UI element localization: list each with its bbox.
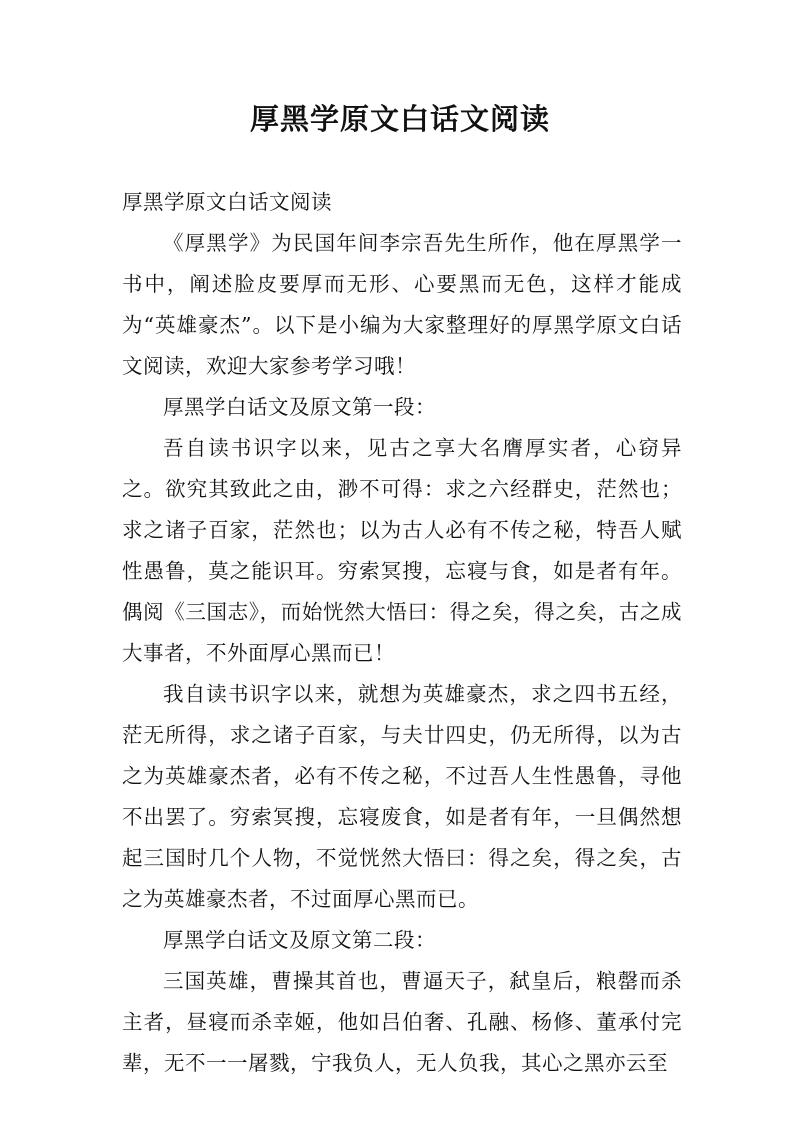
intro-heading: 厚黑学原文白话文阅读 bbox=[122, 190, 332, 214]
paragraph: 我自读书识字以来，就想为英雄豪杰，求之四书五经，茫无所得，求之诸子百家，与夫廿四史，仍无所得，以为古之为英雄豪杰者，必有不传之秘，不过吾人生性愚鲁，寻他不出罢了。穷索冥搜，忘寝废食，如是者有年，一旦偶然想起三国时几个人物，不觉恍然大悟曰：得之矣，得之矣，古之为英雄豪杰者，不过面厚心黑而已。 bbox=[122, 682, 682, 911]
section-heading: 厚黑学白话文及原文第二段： bbox=[163, 928, 436, 952]
paragraph: 《厚黑学》为民国年间李宗吾先生所作，他在厚黑学一书中，阐述脸皮要厚而无形、心要黑而无色，这样才能成为“英雄豪杰”。以下是小编为大家整理好的厚黑学原文白话文阅读，欢迎大家参考学习哦！ bbox=[122, 231, 682, 378]
document-body bbox=[122, 182, 682, 1084]
page-title: 厚黑学原文白话文阅读 bbox=[249, 102, 550, 136]
paragraph: 吾自读书识字以来，见古之享大名膺厚实者，心窃异之。欲究其致此之由，渺不可得：求之六经群史，茫然也；求之诸子百家，茫然也；以为古人必有不传之秘，特吾人赋性愚鲁，莫之能识耳。穷索冥搜，忘寝与食，如是者有年。偶阅《三国志》，而始恍然大悟曰：得之矣，得之矣，古之成大事者，不外面厚心黑而已！ bbox=[122, 436, 682, 665]
paragraph: 三国英雄，曹操其首也，曹逼天子，弑皇后，粮罄而杀主者，昼寝而杀幸姬，他如吕伯奢、孔融、杨修、董承付完辈，无不一一屠戮，宁我负人，无人负我，其心之黑亦云至 bbox=[122, 969, 682, 1075]
section-heading: 厚黑学白话文及原文第一段： bbox=[163, 395, 436, 419]
